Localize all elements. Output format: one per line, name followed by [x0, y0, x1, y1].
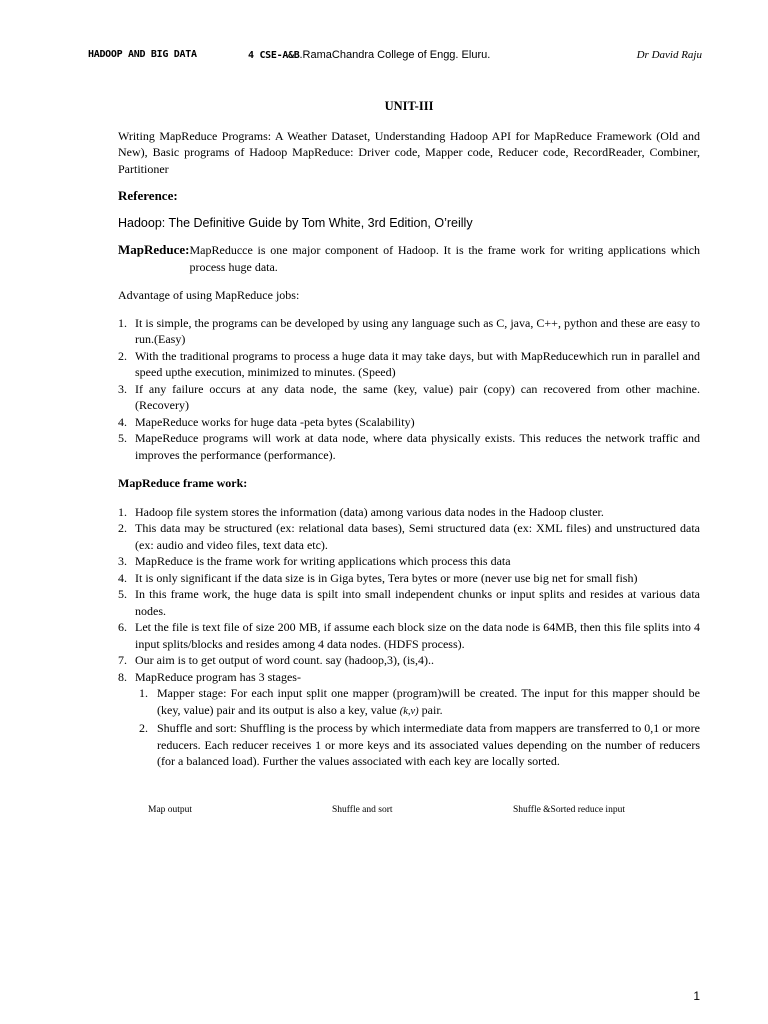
item-number: 6.: [118, 620, 127, 634]
item-text: Hadoop file system stores the information (data) among various data nodes in the Hadoop cluster.: [135, 504, 604, 519]
item-text: Let the file is text file of size 200 MB, if assume each block size on the data node is 64MB, then this file splits into 4 input splits/blocks and resides among 4 data nodes. (HDFS process).: [135, 620, 700, 651]
mapreduce-text: MapReducce is one major component of Hadoop. It is the frame work for writing applications which process huge data.: [189, 243, 700, 274]
reference-heading: Reference:: [118, 188, 178, 203]
item-number: 1.: [118, 315, 127, 330]
intro-paragraph: Writing MapReduce Programs: A Weather Dataset, Understanding Hadoop API for MapReduce Framework (Old and New), Basic programs of Hadoop MapReduce: Driver code, Mapper code, Reducer code, RecordReader, Combiner, Partitioner: [118, 128, 700, 176]
item-text: If any failure occurs at any data node, the same (key, value) pair (copy) can recovered from other machine. (Recovery): [135, 381, 700, 412]
item-number: 4.: [118, 414, 127, 429]
header-class-code: 4 CSE-A&B: [248, 50, 300, 61]
list-item: [118, 504, 700, 521]
list-item: [118, 430, 700, 463]
list-item: [118, 348, 700, 381]
item-number: 1.: [118, 504, 127, 519]
item-number: 1.: [139, 686, 148, 700]
list-item: [118, 315, 700, 348]
item-text: Shuffle and sort: Shuffling is the process by which intermediate data from mappers are transferred to 0,1 or more reducers. Each reducer receives 1 or more keys and its associated values depending on the number of reducers (for a balanced load). Further the values associated with each key are locally sorted.: [157, 721, 700, 768]
header-author: Dr David Raju: [636, 49, 702, 61]
label-map-output: Map output: [148, 805, 193, 815]
header-course: HADOOP AND BIG DATA: [88, 49, 197, 60]
list-item: [118, 414, 700, 431]
item-text: This data may be structured (ex: relational data bases), Semi structured data (ex: XML files) and unstructured data (ex: audio and video files, text data etc).: [135, 521, 700, 552]
item-text: MapReduce program has 3 stages-: [135, 669, 301, 684]
item-number: 2.: [118, 521, 127, 535]
advantages-list: [118, 315, 700, 464]
label-sorted-reduce-input: Shuffle &Sorted reduce input: [513, 805, 625, 815]
advantages-lead: Advantage of using MapReduce jobs:: [118, 288, 300, 302]
item-text: Mapper stage: For each input split one mapper (program)will be created. The input for this mapper should be (key, value) pair and its output is also a key, value: [157, 686, 700, 717]
item-text: Our aim is to get output of word count. say (hadoop,3), (is,4)..: [135, 653, 434, 667]
item-number: 5.: [118, 431, 127, 445]
list-item: [118, 381, 700, 414]
item-number: 7.: [118, 653, 127, 667]
header-college: .RamaChandra College of Engg. Eluru.: [299, 49, 491, 61]
item-number: 3.: [118, 381, 127, 396]
sub-list-item: [137, 720, 700, 770]
item-number: 3.: [118, 554, 127, 568]
list-item: [118, 619, 700, 652]
reference-book: Hadoop: The Definitive Guide by Tom White, 3rd Edition, O’reilly: [118, 215, 473, 230]
item-number: 2.: [118, 348, 127, 363]
item-text: It is simple, the programs can be developed by using any language such as C, java, C++, python and these are easy to run.(Easy): [135, 315, 700, 346]
item-text: MapeReduce programs will work at data node, where data physically exists. This reduces the network traffic and improves the performance (performance).: [135, 431, 700, 462]
item-text: In this frame work, the huge data is spilt into small independent chunks or input splits and resides at various data nodes.: [135, 587, 700, 618]
list-item: [118, 652, 700, 669]
mapreduce-definition: [118, 242, 700, 275]
list-item: [118, 669, 700, 770]
framework-list: [118, 504, 700, 770]
framework-heading: MapReduce frame work:: [118, 476, 248, 490]
header-class-college: [248, 49, 490, 61]
item-text: It is only significant if the data size is in Giga bytes, Tera bytes or more (never use big net for small fish): [135, 570, 638, 585]
item-text: With the traditional programs to process a huge data it may take days, but with MapReducewhich run in parallel and speed upthe execution, minimized to minutes. (Speed): [135, 348, 700, 379]
page-content: [118, 98, 700, 782]
item-number: 8.: [118, 669, 127, 684]
list-item: [118, 553, 700, 570]
item-number: 5.: [118, 587, 127, 601]
label-shuffle-sort: Shuffle and sort: [332, 805, 393, 815]
item-text: MapeReduce works for huge data -peta bytes (Scalability): [135, 414, 415, 429]
item-text-end: pair.: [418, 702, 443, 717]
page-header: [88, 49, 702, 65]
list-item: [118, 586, 700, 619]
page-number: 1: [693, 989, 700, 1003]
list-item: [118, 570, 700, 587]
item-number: 2.: [139, 721, 148, 735]
diagram-labels: [148, 805, 708, 819]
mapreduce-label: MapReduce:: [118, 242, 190, 257]
kv-notation: (k,v): [399, 705, 419, 717]
list-item: [118, 520, 700, 553]
sub-list-item: [137, 685, 700, 720]
item-text: MapReduce is the frame work for writing applications which process this data: [135, 554, 511, 568]
unit-title: UNIT-III: [384, 99, 434, 113]
stages-list: [135, 685, 700, 770]
item-number: 4.: [118, 570, 127, 585]
